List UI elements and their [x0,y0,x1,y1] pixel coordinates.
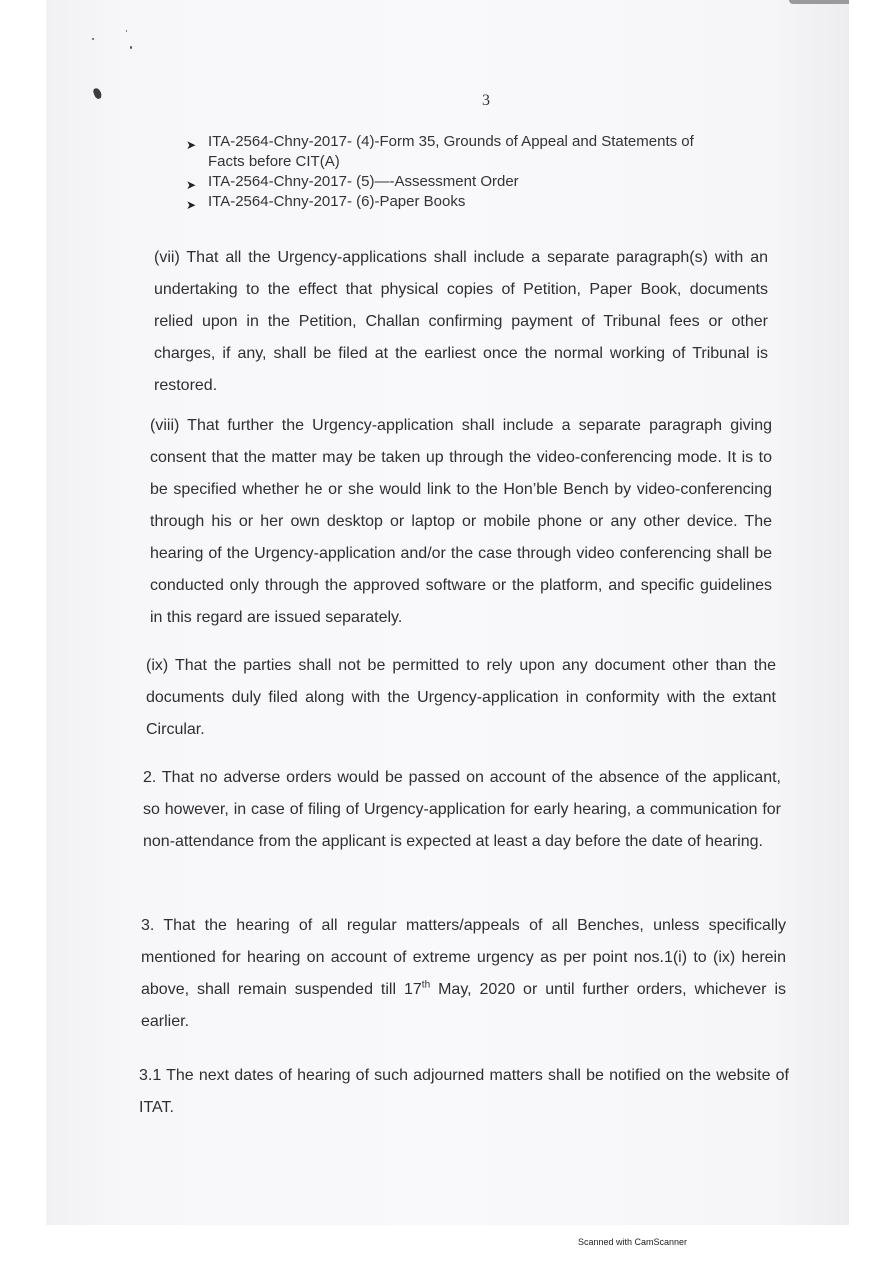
scan-edge-shadow [789,0,849,4]
page-number: 3 [482,92,490,109]
paragraph-vii: (vii) That all the Urgency-applications shall include a separate paragraph(s) with an undertaking to the effect that physical copies of Petition, Paper Book, documents relied upon in the Petition, Challan confirming payment of Tribunal fees or other charges, if any, shall be filed at the earliest once the normal working of Tribunal is restored. [154,249,768,394]
scan-speck [126,30,127,32]
arrowhead-bullet-icon: ➤ [186,178,197,192]
list-item-text: ITA-2564-Chny-2017- (4)-Form 35, Grounds of Appeal and Statements of [208,133,694,150]
paragraph-3-text-end: May, 2020 or until further orders, whichever is earlier. [141,981,787,1030]
scan-ink-mark [92,87,102,100]
paragraph-3-1: 3.1 The next dates of hearing of such adjourned matters shall be notified on the website of ITAT. [139,1067,789,1116]
list-item-text: ITA-2564-Chny-2017- (5)—-Assessment Order [208,173,519,190]
scanned-page [46,0,849,1225]
paragraph-2: 2. That no adverse orders would be passed on account of the absence of the applicant, so however, in case of filing of Urgency-application for early hearing, a communication for non-attendance from the applicant is expected at least a day before the date of hearing. [143,769,781,850]
list-item [186,192,766,212]
arrowhead-bullet-icon: ➤ [186,198,197,212]
document-reference-list [186,132,766,212]
paragraph-3-text: 3. That the hearing of all regular matters/appeals of all Benches, unless specifically mentioned for hearing on account of extreme urgency as per point nos.1(i) to (ix) herein above, shall remain suspended till 17 [141,917,786,998]
scan-speck [130,46,132,49]
list-item [186,132,766,172]
scan-speck [92,38,94,40]
ordinal-suffix: th [421,979,431,991]
scanner-watermark: Scanned with CamScanner [578,1237,688,1247]
arrowhead-bullet-icon: ➤ [186,138,197,152]
paragraph-viii: (viii) That further the Urgency-application shall include a separate paragraph giving consent that the matter may be taken up through the video-conferencing mode. It is to be specified whether he or she would link to the Hon’ble Bench by video-conferencing through his or her own desktop or laptop or mobile phone or any other device. The hearing of the Urgency-application and/or the case through video conferencing shall be conducted only through the approved software or the platform, and specific guidelines in this regard are issued separately. [150,417,772,626]
paragraph-ix: (ix) That the parties shall not be permitted to rely upon any document other than the documents duly filed along with the Urgency-application in conformity with the extant Circular. [146,657,776,738]
paragraph-3 [141,910,786,1038]
list-item-text-continued: Facts before CIT(A) [208,153,340,170]
list-item [186,172,766,192]
list-item-text: ITA-2564-Chny-2017- (6)-Paper Books [208,193,466,210]
